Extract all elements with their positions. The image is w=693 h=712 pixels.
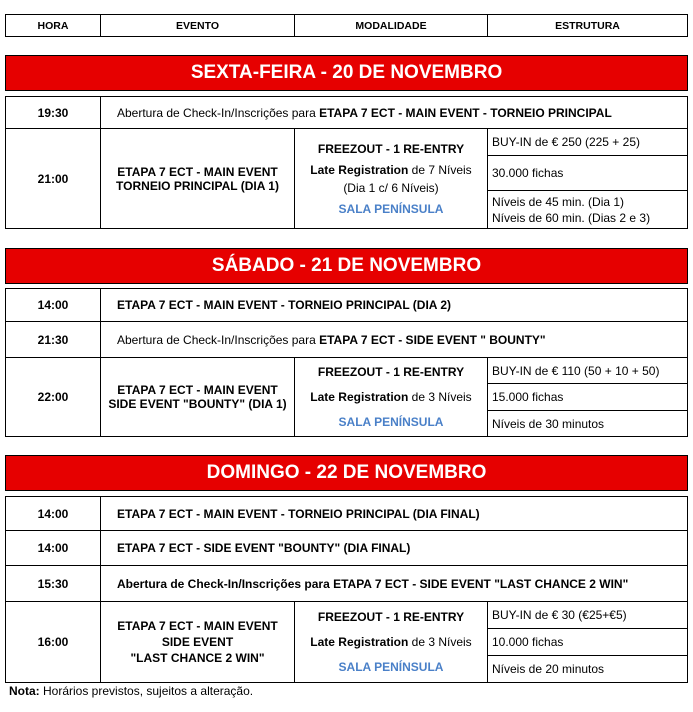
header-hora: HORA: [6, 15, 101, 37]
event-cell: [101, 129, 295, 229]
table-row: [6, 97, 688, 129]
sunday-main-row: [5, 601, 688, 683]
header-evento: EVENTO: [101, 15, 295, 37]
sunday-title: DOMINGO - 22 DE NOVEMBRO: [6, 456, 688, 491]
sunday-section: [5, 455, 688, 491]
modality-cell: [295, 358, 488, 437]
modality-type: FREEZOUT - 1 RE-ENTRY: [317, 365, 465, 379]
event-name: ETAPA 7 ECT - MAIN EVENT - TORNEIO PRINCIPAL: [319, 105, 612, 120]
modality-type: FREEZOUT - 1 RE-ENTRY: [317, 610, 465, 624]
levels-cell: Níveis de 20 minutos: [488, 656, 688, 683]
saturday-title: SÁBADO - 21 DE NOVEMBRO: [6, 249, 688, 284]
table-row: [6, 566, 688, 602]
late-label: Late Registration: [310, 635, 409, 649]
chips-cell: 15.000 fichas: [488, 384, 688, 411]
buyin-cell: BUY-IN de € 250 (225 + 25): [488, 129, 688, 156]
late-registration: [299, 161, 483, 179]
levels-line: Níveis de 60 min. (Dias 2 e 3): [492, 210, 651, 225]
event-line: ETAPA 7 ECT - MAIN EVENT: [117, 383, 278, 397]
header-modalidade: MODALIDADE: [295, 15, 488, 37]
table-row: [6, 322, 688, 358]
modality-cell: [295, 602, 488, 683]
levels-cell: Níveis de 30 minutos: [488, 411, 688, 437]
table-row: [6, 358, 688, 384]
late-label: Late Registration: [310, 390, 409, 404]
venue-label: SALA PENÍNSULA: [338, 201, 444, 216]
time-cell: 14:00: [6, 531, 101, 566]
late-sub: (Dia 1 c/ 6 Níveis): [343, 180, 439, 195]
event-line: SIDE EVENT "BOUNTY" (DIA 1): [108, 397, 287, 411]
event-line: "LAST CHANCE 2 WIN": [130, 651, 265, 665]
checkin-prefix: Abertura de Check-In/Inscrições para: [117, 332, 320, 347]
footnote-text: Horários previstos, sujeitos a alteração.: [39, 684, 254, 698]
saturday-main-row: [5, 357, 688, 437]
buyin-cell: BUY-IN de € 110 (50 + 10 + 50): [488, 358, 688, 384]
late-value: de 7 Níveis: [408, 162, 472, 177]
table-row: [6, 602, 688, 629]
event-cell: [101, 602, 295, 683]
table-row: [6, 531, 688, 566]
sunday-rows: [5, 496, 688, 602]
modality-cell: [295, 129, 488, 229]
time-cell: 19:30: [6, 97, 101, 129]
late-registration: [299, 633, 483, 651]
checkin-prefix: Abertura de Check-In/Inscrições para: [117, 105, 320, 120]
late-value: de 3 Níveis: [408, 390, 472, 404]
header-estrutura: ESTRUTURA: [488, 15, 688, 37]
venue-label: SALA PENÍNSULA: [338, 415, 444, 429]
event-cell: [101, 322, 688, 358]
late-value: de 3 Níveis: [408, 635, 472, 649]
event-line: SIDE EVENT: [161, 635, 234, 649]
footnote: [9, 684, 253, 698]
friday-main-row: [5, 128, 688, 229]
time-cell: 22:00: [6, 358, 101, 437]
event-line: ETAPA 7 ECT - MAIN EVENT: [117, 164, 278, 179]
late-label: Late Registration: [310, 162, 409, 177]
event-line: TORNEIO PRINCIPAL (DIA 1): [116, 178, 279, 193]
event-cell: [101, 358, 295, 437]
levels-line: Níveis de 45 min. (Dia 1): [492, 194, 625, 209]
levels-cell: [488, 191, 688, 229]
chips-cell: 10.000 fichas: [488, 629, 688, 656]
saturday-section: [5, 248, 688, 284]
table-row: [6, 497, 688, 531]
event-line: ETAPA 7 ECT - MAIN EVENT: [117, 619, 278, 633]
time-cell: 14:00: [6, 497, 101, 531]
event-cell: ETAPA 7 ECT - MAIN EVENT - TORNEIO PRINCIPAL (DIA 2): [101, 289, 688, 322]
table-row: [6, 129, 688, 156]
time-cell: 16:00: [6, 602, 101, 683]
saturday-rows: [5, 288, 688, 358]
friday-title: SEXTA-FEIRA - 20 DE NOVEMBRO: [6, 56, 688, 91]
checkin-prefix: Abertura de Check-In/Inscrições para: [117, 576, 334, 591]
time-cell: 21:00: [6, 129, 101, 229]
event-cell: ETAPA 7 ECT - SIDE EVENT "BOUNTY" (DIA FINAL): [101, 531, 688, 566]
event-cell: [101, 566, 688, 602]
time-cell: 15:30: [6, 566, 101, 602]
venue-label: SALA PENÍNSULA: [338, 660, 444, 674]
time-cell: 14:00: [6, 289, 101, 322]
event-name: ETAPA 7 ECT - SIDE EVENT "LAST CHANCE 2 WIN": [333, 576, 629, 591]
event-cell: ETAPA 7 ECT - MAIN EVENT - TORNEIO PRINCIPAL (DIA FINAL): [101, 497, 688, 531]
buyin-cell: BUY-IN de € 30 (€25+€5): [488, 602, 688, 629]
late-registration: [299, 388, 483, 406]
modality-type: FREEZOUT - 1 RE-ENTRY: [317, 141, 465, 156]
time-cell: 21:30: [6, 322, 101, 358]
event-name: ETAPA 7 ECT - SIDE EVENT " BOUNTY": [319, 332, 546, 347]
chips-cell: 30.000 fichas: [488, 156, 688, 191]
schedule-header: [5, 14, 688, 37]
friday-section: [5, 55, 688, 91]
friday-rows: [5, 96, 688, 129]
table-row: [6, 289, 688, 322]
footnote-label: Nota:: [9, 684, 40, 698]
event-cell: [101, 97, 688, 129]
